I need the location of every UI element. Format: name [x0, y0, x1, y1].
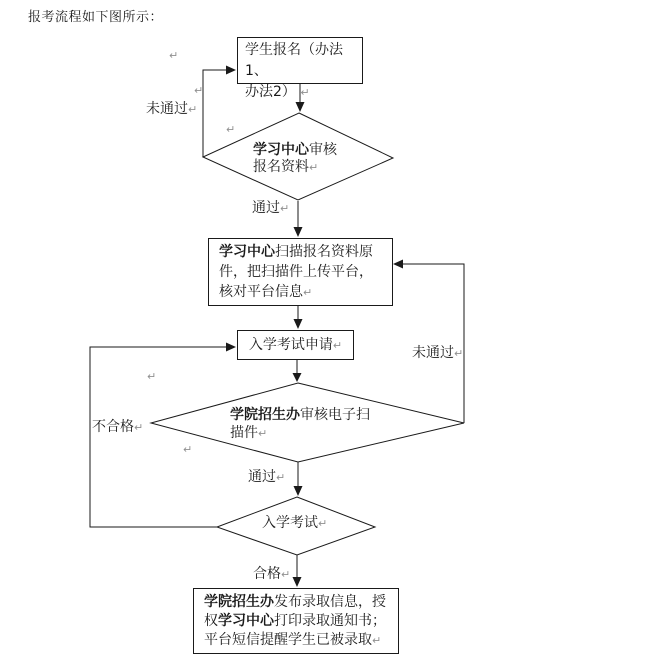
node-text-segment: 学生报名（办法1、	[245, 42, 343, 79]
paragraph-mark: ↵	[169, 49, 179, 62]
node-text-segment: 学习中心	[218, 613, 274, 629]
decision-center-review-text	[253, 142, 337, 176]
node-text-segment: 发布录取信息，授	[274, 594, 386, 610]
paragraph-mark: ↵	[280, 202, 290, 215]
connector-review-fail-return	[203, 70, 226, 157]
paragraph-mark: ↵	[318, 517, 328, 530]
intro-text: 报考流程如下图所示：	[28, 10, 164, 25]
label-passed-bottom	[248, 466, 285, 486]
node-text-segment: 报名资料	[253, 159, 309, 175]
paragraph-mark: ↵	[258, 427, 268, 440]
paragraph-mark: ↵	[194, 84, 204, 97]
paragraph-mark: ↵	[309, 161, 319, 174]
arrowhead-down-icon	[294, 319, 303, 329]
paragraph-mark: ↵	[454, 347, 464, 360]
decision-office-review-text	[230, 406, 370, 443]
arrowhead-down-icon	[293, 577, 302, 587]
node-text-segment: 描件	[230, 425, 258, 441]
edge-label-text: 未通过	[146, 101, 188, 117]
paragraph-mark: ↵	[134, 421, 144, 434]
edge-label-text: 通过	[248, 469, 276, 485]
node-text-segment: 学院招生办	[230, 407, 300, 423]
arrowhead-right-icon	[226, 343, 236, 352]
node-text-segment: 审核电子扫	[300, 407, 370, 423]
node-text-segment: 权	[204, 613, 218, 629]
arrowhead-down-icon	[296, 102, 305, 112]
decision-entrance-exam-text	[262, 515, 327, 532]
paragraph-mark: ↵	[372, 634, 382, 647]
paragraph-mark: ↵	[281, 568, 291, 581]
paragraph-mark: ↵	[183, 443, 193, 456]
edge-label-text: 不合格	[92, 419, 134, 435]
node-exam-application	[237, 330, 354, 360]
node-text-segment: 入学考试	[262, 515, 318, 531]
label-not-passed-right	[412, 342, 463, 362]
node-text-segment: 打印录取通知书；	[274, 613, 386, 629]
edge-label-text: 通过	[252, 200, 280, 216]
node-admission-notice	[193, 588, 399, 654]
edge-label-text: 未通过	[412, 345, 454, 361]
paragraph-mark: ↵	[276, 471, 286, 484]
node-text-segment: 核对平台信息	[219, 284, 303, 300]
label-qualified	[253, 563, 290, 583]
paragraph-mark: ↵	[226, 123, 236, 136]
node-student-register	[237, 37, 363, 100]
label-passed-top	[252, 197, 289, 217]
arrowhead-right-icon	[226, 66, 236, 75]
node-text-segment: 扫描报名资料原	[275, 244, 373, 260]
paragraph-mark: ↵	[147, 370, 157, 383]
arrowhead-down-icon	[294, 486, 303, 496]
paragraph-mark: ↵	[300, 86, 310, 99]
node-scan-upload	[208, 238, 393, 306]
paragraph-mark: ↵	[188, 103, 198, 116]
arrowhead-down-icon	[293, 373, 302, 382]
node-text-segment: 入学考试申请	[248, 337, 333, 353]
node-text-segment: 平台短信提醒学生已被录取	[204, 632, 372, 648]
node-text-segment: 学习中心	[219, 244, 275, 260]
node-text-segment: 审核	[309, 142, 337, 158]
arrowhead-left-icon	[393, 260, 403, 269]
paragraph-mark: ↵	[303, 286, 313, 299]
arrowhead-down-icon	[294, 227, 303, 237]
paragraph-mark: ↵	[332, 339, 343, 352]
label-not-qualified	[92, 416, 143, 436]
node-text-segment: 件，把扫描件上传平台，	[219, 264, 373, 280]
label-not-passed-top	[146, 98, 197, 118]
node-text-segment: 办法2）	[245, 84, 296, 100]
edge-label-text: 合格	[253, 566, 281, 582]
node-text-segment: 学习中心	[253, 142, 309, 158]
node-text-segment: 学院招生办	[204, 594, 274, 610]
